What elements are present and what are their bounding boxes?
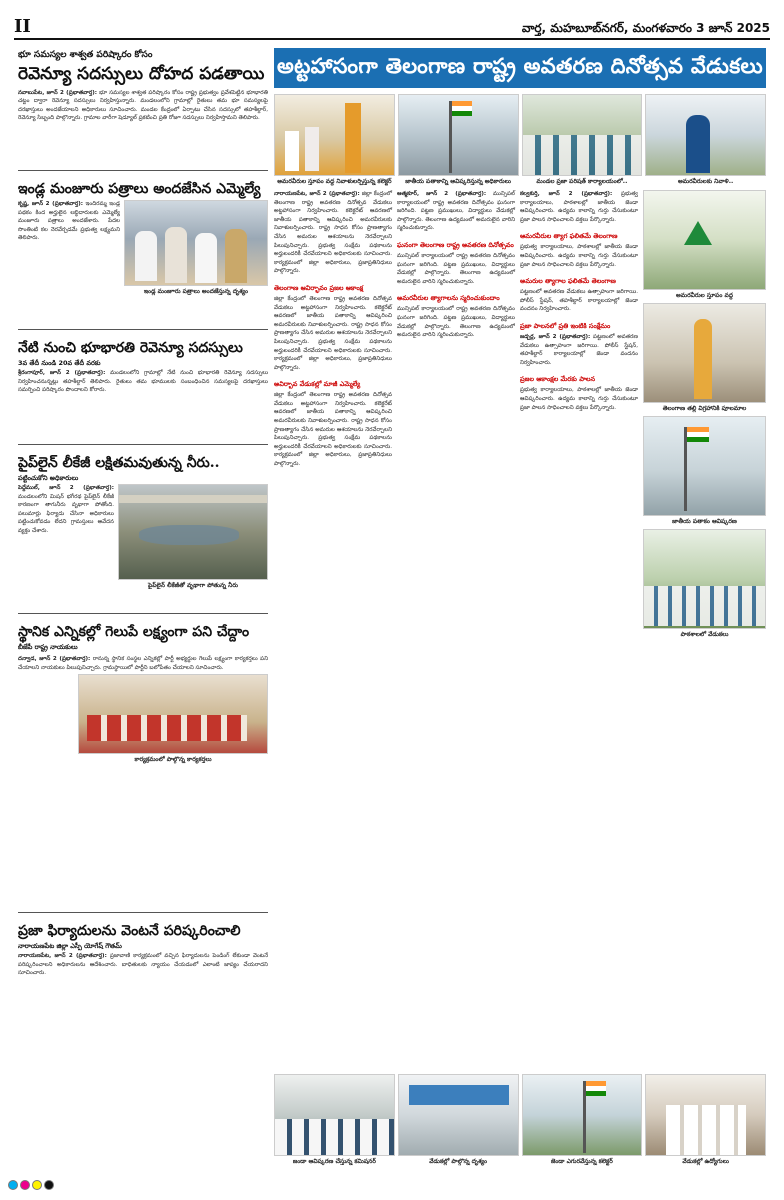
article-dateline: ఆత్మకూర్, జూన్ 2 (ప్రభాతవార్త): [397,191,487,197]
photo-caption: జండా ఆవిష్కరణ చేస్తున్న కమిషనర్ [292,1158,376,1165]
right-photo-column [643,190,766,990]
subheading: ప్రజా పాలనలో ప్రతి ఇంటికి సంక్షేమం [520,321,611,330]
photo [643,416,766,516]
article-body: జిల్లా కేంద్రంలో తెలంగాణ రాష్ట్ర అవతరణ దినోత్సవ వేడుకలు అట్టహాసంగా నిర్వహించారు. కలెక్టరేట్ ఆవరణలో జాతీయ పతాకాన్ని ఆవిష్కరించి అమరవీరులకు నివాళులర్పించారు. రాష్ట్ర సాధన కోసం ప్రాణత్యాగం చేసిన అమరుల ఆశయాలను నెరవేర్చాలని పిలుపునిచ్చారు. ప్రభుత్వ సంక్షేమ పథకాలను అర్హులందరికీ చేరవేయాలని అధికారులకు సూచించారు. కార్యక్రమంలో జిల్లా అధికారులు, ప్రజాప్రతినిధులు పాల్గొన్నారు. [274,392,392,468]
photo-card [643,529,766,639]
article-praja-phiryadulu [18,917,268,1097]
article-dateline: నారాయణపేట, జూన్ 2 (ప్రభాతవార్త): [274,191,360,197]
photo-caption: కార్యక్రమంలో పాల్గొన్న కార్యకర్తలు [134,756,212,764]
photo-caption: జాతీయ పతాకాన్ని ఆవిష్కరిస్తున్న అధికారులు [405,178,511,185]
subheading: అవిర్బావ వేడుకల్లో మాజీ ఎమ్మెల్యే [274,380,361,389]
article-headline: పైప్‌లైన్ లీకేజీ లక్షితమవుతున్న నీరు.. [18,455,220,471]
article-dateline: కృష్ణ, జూన్ 2 (ప్రభాతవార్త): [18,201,84,208]
article-dateline: నవాబుపేట, జూన్ 2 (ప్రభాతవార్త): [18,89,98,96]
photo-card [645,94,766,186]
subheading: ఆమరవీరుల త్యాగ ఫలితమే తెలంగాణ [520,232,618,241]
photo [643,303,766,403]
photo [522,1074,643,1156]
feature-banner-headline: అట్టహాసంగా తెలంగాణ రాష్ట్ర అవతరణ దినోత్సవ వేడుకలు [274,48,766,88]
page-number: II [14,16,31,37]
feature-telangana-formation-day [274,48,766,1170]
article-dateline: శ్రీరంగాపూర్, జూన్ 2 (ప్రభాతవార్త): [18,370,106,377]
article-body [18,200,120,315]
article-body [18,655,268,672]
divider [18,613,268,614]
print-registration-marks [8,1180,54,1190]
article-revenue-sadassulu [18,48,268,166]
photo-card [274,1074,395,1166]
article-body [397,190,515,233]
article-photo [118,484,268,580]
subheading: తెలంగాణ ఆవిర్భావం ప్రజల ఆకాంక్ష [274,283,364,292]
article-kicker: పట్టించుకోని అధికారులు [18,474,79,483]
article-text: మున్సిపల్ కార్యాలయంలో రాష్ట్ర అవతరణ దినోత్సవం ఘనంగా జరిగింది. పట్టణ ప్రముఖులు, విద్యార్థులు వేడుకల్లో పాల్గొన్నారు. తెలంగాణ ఉద్యమంలో అమరులైన వారిని స్మరించుకున్నారు. [397,191,515,232]
article-text: ప్రజావాణి కార్యక్రమంలో వచ్చిన ఫిర్యాదులను పెండింగ్ లేకుండా వెంటనే పరిష్కరించాలని అధికారులను ఆదేశించారు. బాధితులకు న్యాయం చేయడంలో ఎలాంటి జాప్యం చేయరాదని సూచించారు. [18,953,268,977]
photo-card [643,190,766,300]
photo [643,190,766,290]
photo-card [274,94,395,186]
bottom-photo-strip [274,1074,766,1166]
article-body [520,333,638,367]
article-pipeline-leakage [18,449,268,609]
photo-card [398,1074,519,1166]
feature-body [274,190,766,990]
photo [274,1074,395,1156]
article-text: జిల్లా కేంద్రంలో తెలంగాణ రాష్ట్ర అవతరణ దినోత్సవ వేడుకలు అట్టహాసంగా నిర్వహించారు. కలెక్టరేట్ ఆవరణలో జాతీయ పతాకాన్ని ఆవిష్కరించి అమరవీరులకు నివాళులర్పించారు. రాష్ట్ర సాధన కోసం ప్రాణత్యాగం చేసిన అమరుల ఆశయాలను నెరవేర్చాలని పిలుపునిచ్చారు. ప్రభుత్వ సంక్షేమ పథకాలను అర్హులందరికీ చేరవేయాలని అధికారులకు సూచించారు. కార్యక్రమంలో జిల్లా అధికారులు, ప్రజాప్రతినిధులు పాల్గొన్నారు. [274,191,393,275]
article-body: మున్సిపల్ కార్యాలయంలో రాష్ట్ర అవతరణ దినోత్సవం ఘనంగా జరిగింది. పట్టణ ప్రముఖులు, విద్యార్థులు వేడుకల్లో పాల్గొన్నారు. తెలంగాణ ఉద్యమంలో అమరులైన వారిని స్మరించుకున్నారు. [397,252,515,285]
article-body [18,952,268,978]
article-body [18,484,114,602]
article-text: భూ సమస్యల శాశ్వత పరిష్కారం కోసం రాష్ట్ర ప్రభుత్వం ప్రవేశపెట్టిన భూభారతి చట్టం ద్వారా రెవెన్యూ సదస్సులు నిర్వహిస్తున్నారు. మండలంలోని గ్రామాల్లో రైతులు తమ భూ సమస్యలపై దరఖాస్తులు అందజేయాలని అధికారులు సూచించారు. మండల కేంద్రంలో ఏర్పాటు చేసిన సదస్సులో తహశీల్దార్, రెవెన్యూ సిబ్బంది పాల్గొన్నారు. గ్రామాల వారీగా షెడ్యూల్ ప్రకటించి ప్రతి రోజూ సదస్సులు నిర్వహిస్తామని తెలిపారు. [18,89,268,122]
photo [645,1074,766,1156]
article-body: మున్సిపల్ కార్యాలయంలో రాష్ట్ర అవతరణ దినోత్సవం ఘనంగా జరిగింది. పట్టణ ప్రముఖులు, విద్యార్థులు వేడుకల్లో పాల్గొన్నారు. తెలంగాణ ఉద్యమంలో అమరులైన వారిని స్మరించుకున్నారు. [397,306,515,339]
article-headline: రెవెన్యూ సదస్సులు దోహద పడతాయి [18,64,265,84]
photo-caption: వేడుకల్లో పాల్గొన్న దృశ్యం [429,1158,488,1165]
left-column [18,48,268,1170]
photo-caption: పైప్‌లైన్ లీకేజీతో వృథాగా పోతున్న నీరు [148,582,238,590]
subheading: ప్రజల ఆకాంక్షల మేరకు పాలన [520,375,596,384]
photo [522,94,643,176]
article-text: మండలంలోని గ్రామాల్లో నేటి నుంచి భూభారతి రెవెన్యూ సదస్సులు నిర్వహించనున్నట్లు తహశీల్దార్ తెలిపారు. రైతులు తమ భూములకు సంబంధించిన సమస్యలపై దరఖాస్తులు సమర్పించి పరిష్కారం పొందాలని కోరారు. [18,370,268,394]
photo-card [645,1074,766,1166]
photo-caption: అమరవీరుల స్తూపం వద్ద నివాళులర్పిస్తున్న కలెక్టర్ [277,178,392,185]
feature-column-1 [274,190,392,990]
photo-caption: మండల ప్రజా పరిషత్ కార్యాలయంలో.. [536,178,628,185]
page-masthead [14,16,770,40]
feature-column-2 [397,190,515,990]
article-text: పట్టణంలో అవతరణ వేడుకలు ఉత్సాహంగా జరిగాయి. పోలీస్ స్టేషన్, తహశీల్దార్ కార్యాలయాల్లో జెండా వందనం నిర్వహించారు. [520,333,638,366]
article-body [520,190,638,224]
divider [18,444,268,445]
article-dateline: నారాయణపేట, జూన్ 2 (ప్రభాతవార్త): [18,953,107,960]
photo-caption: పాఠశాలలో వేడుకలు [680,631,729,638]
photo-caption: తెలంగాణ తల్లి విగ్రహానికి పూలమాల [662,405,747,412]
article-body [274,190,392,276]
article-headline: నేటి నుంచి భూభారతి రెవెన్యూ సదస్సులు [18,340,243,356]
article-bhubharati-sadassulu [18,334,268,440]
article-text: ప్రభుత్వ కార్యాలయాలు, పాఠశాలల్లో జాతీయ జెండా ఆవిష్కరించారు. ఉద్యమ కాలాన్ని గుర్తు చేసుకుంటూ ప్రజా పాలన సాధించాలని వక్తలు పేర్కొన్నారు. [520,191,638,223]
photo-card [522,1074,643,1166]
article-dateline: జడ్చర్ల, జూన్ 2 (ప్రభాతవార్త): [520,333,591,340]
photo-card [643,416,766,526]
divider [18,170,268,171]
photo-caption: జాతీయ పతాకం ఆవిష్కరణ [672,518,737,525]
photo [274,94,395,176]
photo [643,529,766,629]
photo-caption: వేడుకల్లో ఉద్యోగులు [682,1158,729,1165]
subheading: అమరవీరుల త్యాగాలను స్మరించుకుందాం [397,294,500,303]
article-dateline: దన్వాడ, జూన్ 2 (ప్రభాతవార్త): [18,656,91,663]
subheading: అమరుల త్యాగాల ఫలితమే తెలంగాణ [520,277,616,286]
article-body: జిల్లా కేంద్రంలో తెలంగాణ రాష్ట్ర అవతరణ దినోత్సవ వేడుకలు అట్టహాసంగా నిర్వహించారు. కలెక్టరేట్ ఆవరణలో జాతీయ పతాకాన్ని ఆవిష్కరించి అమరవీరులకు నివాళులర్పించారు. రాష్ట్ర సాధన కోసం ప్రాణత్యాగం చేసిన అమరుల ఆశయాలను నెరవేర్చాలని పిలుపునిచ్చారు. ప్రభుత్వ సంక్షేమ పథకాలను అర్హులందరికీ చేరవేయాలని అధికారులకు సూచించారు. కార్యక్రమంలో జిల్లా అధికారులు, ప్రజాప్రతినిధులు పాల్గొన్నారు. [274,295,392,371]
photo-card [522,94,643,186]
article-kicker: భూ సమస్యల శాశ్వత పరిష్కారం కోసం [18,50,153,60]
page-dateline: వార్త, మహబూబ్‌నగర్, మంగళవారం 3 జూన్ 2025 [521,21,770,35]
photo-caption: ఇండ్ల మంజూరు పత్రాలు అందజేస్తున్న దృశ్యం [143,288,249,296]
article-photo [78,674,268,754]
article-text: రానున్న స్థానిక సంస్థల ఎన్నికల్లో పార్టీ అభ్యర్థుల గెలుపే లక్ష్యంగా కార్యకర్తలు పని చేయాలని నాయకులు పిలుపునిచ్చారు. గ్రామస్థాయిలో పార్టీని బలోపేతం చేయాలని సూచించారు. [18,656,268,671]
article-headline: ప్రజా ఫిర్యాదులను వెంటనే పరిష్కరించాలి [18,923,241,939]
article-local-elections [18,618,268,908]
article-text: ఇందిరమ్మ ఇండ్ల పథకం కింద అర్హులైన లబ్ధిదారులకు ఎమ్మెల్యే మంజూరు పత్రాలు అందజేశారు. పేదల సొంతింటి కల నెరవేర్చడమే ప్రభుత్వ లక్ష్యమని తెలిపారు. [18,201,120,242]
top-photo-strip [274,94,766,186]
subheading: ఘనంగా తెలంగాణ రాష్ట్ర అవతరణ దినోత్సవం [397,240,514,249]
article-body: పట్టణంలో అవతరణ వేడుకలు ఉత్సాహంగా జరిగాయి. పోలీస్ స్టేషన్, తహశీల్దార్ కార్యాలయాల్లో జెండా వందనం నిర్వహించారు. [520,289,638,313]
article-kicker: నారాయణపేట జిల్లా ఎస్పీ యోగేష్ గౌతమ్ [18,942,122,951]
article-headline: స్థానిక ఎన్నికల్లో గెలుపే లక్ష్యంగా పని చేద్దాం [18,624,250,640]
article-body: ప్రభుత్వ కార్యాలయాలు, పాఠశాలల్లో జాతీయ జెండా ఆవిష్కరించారు. ఉద్యమ కాలాన్ని గుర్తు చేసుకుంటూ ప్రజా పాలన సాధించాలని వక్తలు పేర్కొన్నారు. [520,244,638,268]
article-dateline: కల్వకుర్తి, జూన్ 2 (ప్రభాతవార్త): [520,191,613,197]
article-photo [124,200,268,286]
article-kicker: 3వ తేదీ నుండి 20వ తేదీ వరకు [18,359,101,368]
article-indla-manjuru [18,175,268,325]
divider [18,329,268,330]
article-text: మండలంలోని మిషన్ భగీరథ పైప్‌లైన్ లీకేజీ కారణంగా తాగునీరు వృథాగా పోతోంది. పలుమార్లు ఫిర్యాదు చేసినా అధికారులు పట్టించుకోవడం లేదని గ్రామస్తులు ఆవేదన వ్యక్తం చేశారు. [18,493,114,535]
divider [18,912,268,913]
photo [645,94,766,176]
article-body: ప్రభుత్వ కార్యాలయాలు, పాఠశాలల్లో జాతీయ జెండా ఆవిష్కరించారు. ఉద్యమ కాలాన్ని గుర్తు చేసుకుంటూ ప్రజా పాలన సాధించాలని వక్తలు పేర్కొన్నారు. [520,387,638,411]
feature-column-3 [520,190,638,990]
article-dateline: పెద్దేముల్, జూన్ 2 (ప్రభాతవార్త): [18,485,114,492]
photo [398,94,519,176]
article-kicker: బీజేపీ రాష్ట్ర నాయకులు [18,643,78,652]
photo-card [643,303,766,413]
article-body [18,89,268,123]
photo-card [398,94,519,186]
photo-caption: అమరవీరుల స్తూపం వద్ద [675,292,734,299]
photo-caption: జెండా ఎగురవేస్తున్న కలెక్టర్ [551,1158,613,1165]
article-headline: ఇండ్ల మంజూరు పత్రాలు అందజేసిన ఎమ్మెల్యే [18,181,261,197]
article-body [18,369,268,395]
photo-caption: అమరవీరులకు నివాళి.. [677,178,734,185]
photo [398,1074,519,1156]
